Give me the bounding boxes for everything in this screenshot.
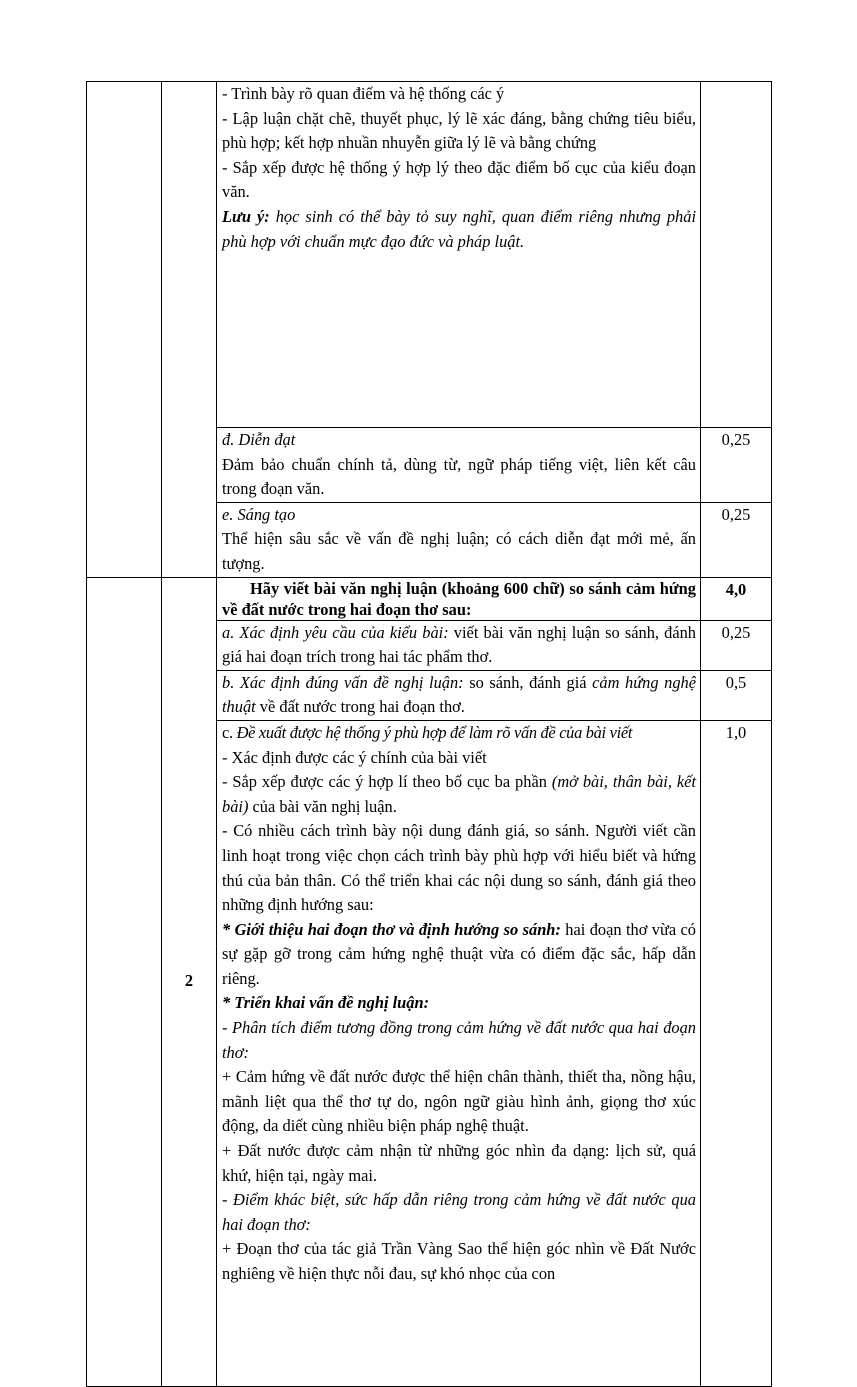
criteria-cell [217,82,701,428]
note-label: Lưu ý: [222,206,270,226]
table-row [87,577,772,620]
criteria-line: + Đoạn thơ của tác giả Trần Vàng Sao thể hiện góc nhìn về Đất Nước nghiêng về hiện thực nỗi đau, sự khó nhọc của con [222,1239,696,1283]
criteria-subheading: - Điểm khác biệt, sức hấp dẫn riêng trong cảm hứng về đất nước qua hai đoạn thơ: [222,1190,696,1234]
score-cell: 0,25 [701,620,772,670]
criteria-cell [217,620,701,670]
score-cell: 0,5 [701,670,772,720]
section-heading: * Giới thiệu hai đoạn thơ và định hướng so sánh: [222,919,561,939]
table-row [87,82,772,428]
score-cell [701,82,772,428]
criteria-cell [217,720,701,1386]
criteria-emphasis: (mở bài, thân bài, kết bài) [222,772,696,816]
criteria-cell [217,670,701,720]
criteria-label: b. Xác định đúng vấn đề nghị luận: [222,672,464,692]
criteria-subheading: - Phân tích điểm tương đồng trong cảm hứng về đất nước qua hai đoạn thơ: [222,1018,696,1062]
criteria-line [222,770,696,819]
criteria-emphasis: cảm hứng nghệ thuật [222,672,696,717]
criteria-line: + Cảm hứng về đất nước được thể hiện chân thành, thiết tha, nồng hậu, mãnh liệt qua thể thơ tự do, ngôn ngữ giàu hình ảnh, giọng thơ xúc động, da diết cùng nhiều biện pháp nghệ thuật. [222,1067,696,1136]
question-number: 2 [162,577,217,1386]
criteria-text: Thể hiện sâu sắc về vấn đề nghị luận; có cách diễn đạt mới mẻ, ấn tượng. [222,529,696,573]
score-cell: 0,25 [701,428,772,503]
question-prompt: Hãy viết bài văn nghị luận (khoảng 600 chữ) so sánh cảm hứng về đất nước trong hai đoạn thơ sau: [217,577,701,620]
criteria-label: a. Xác định yêu cầu của kiểu bài: [222,622,449,642]
criteria-line: - Xác định được các ý chính của bài viết [222,747,487,767]
criteria-text: viết bài văn nghị luận so sánh, đánh giá hai đoạn trích trong hai tác phẩm thơ. [222,622,696,667]
criteria-title: e. Sáng tạo [222,504,296,524]
criteria-title: đ. Diễn đạt [222,430,296,449]
criteria-text: so sánh, đánh giá [463,672,593,692]
criteria-text: - Sắp xếp được các ý hợp lí theo bố cục ba phần [222,772,552,792]
criteria-cell [217,502,701,577]
grading-table [86,81,772,1387]
criteria-text: hai đoạn thơ vừa có sự gặp gỡ trong cảm hứng nghệ thuật vừa có điểm đặc sắc, hấp dẫn riêng. [222,919,696,988]
empty-cell [87,82,162,578]
criteria-title-text: Đề xuất được hệ thống ý phù hợp để làm rõ vấn đề của bài viết [236,722,633,742]
criteria-text: của bài văn nghị luận. [248,796,397,816]
empty-cell [87,577,162,1386]
empty-cell [162,82,217,578]
score-cell: 0,25 [701,502,772,577]
criteria-prefix: c. [222,722,237,742]
criteria-title [222,721,696,746]
criteria-line: - Có nhiều cách trình bày nội dung đánh giá, so sánh. Người viết cần linh hoạt trong việc chọn cách trình bày phù hợp với hiểu biết và hứng thú của bản thân. Có thể triển khai các nội dung so sánh, đánh giá theo những định hướng sau: [222,821,696,915]
criteria-line: - Sắp xếp được hệ thống ý hợp lý theo đặc điểm bố cục của kiểu đoạn văn. [222,157,696,202]
score-cell: 4,0 [701,577,772,620]
note-text: học sinh có thể bày tỏ suy nghĩ, quan điểm riêng nhưng phải phù hợp với chuẩn mực đạo đức và pháp luật. [222,206,696,251]
criteria-line: - Lập luận chặt chẽ, thuyết phục, lý lẽ xác đáng, bằng chứng tiêu biểu, phù hợp; kết hợp nhuần nhuyễn giữa lý lẽ và bằng chứng [222,108,696,153]
criteria-line [222,918,696,992]
criteria-line: + Đất nước được cảm nhận từ những góc nhìn đa dạng: lịch sử, quá khứ, hiện tại, ngày mai. [222,1141,696,1185]
score-cell: 1,0 [701,720,772,1386]
criteria-cell [217,428,701,503]
criteria-line: - Trình bày rõ quan điểm và hệ thống các ý [222,84,505,103]
criteria-text: về đất nước trong hai đoạn thơ. [255,697,465,717]
section-heading: * Triển khai vấn đề nghị luận: [222,993,430,1013]
criteria-text: Đảm bảo chuẩn chính tả, dùng từ, ngữ pháp tiếng việt, liên kết câu trong đoạn văn. [222,454,696,499]
note [222,205,696,254]
